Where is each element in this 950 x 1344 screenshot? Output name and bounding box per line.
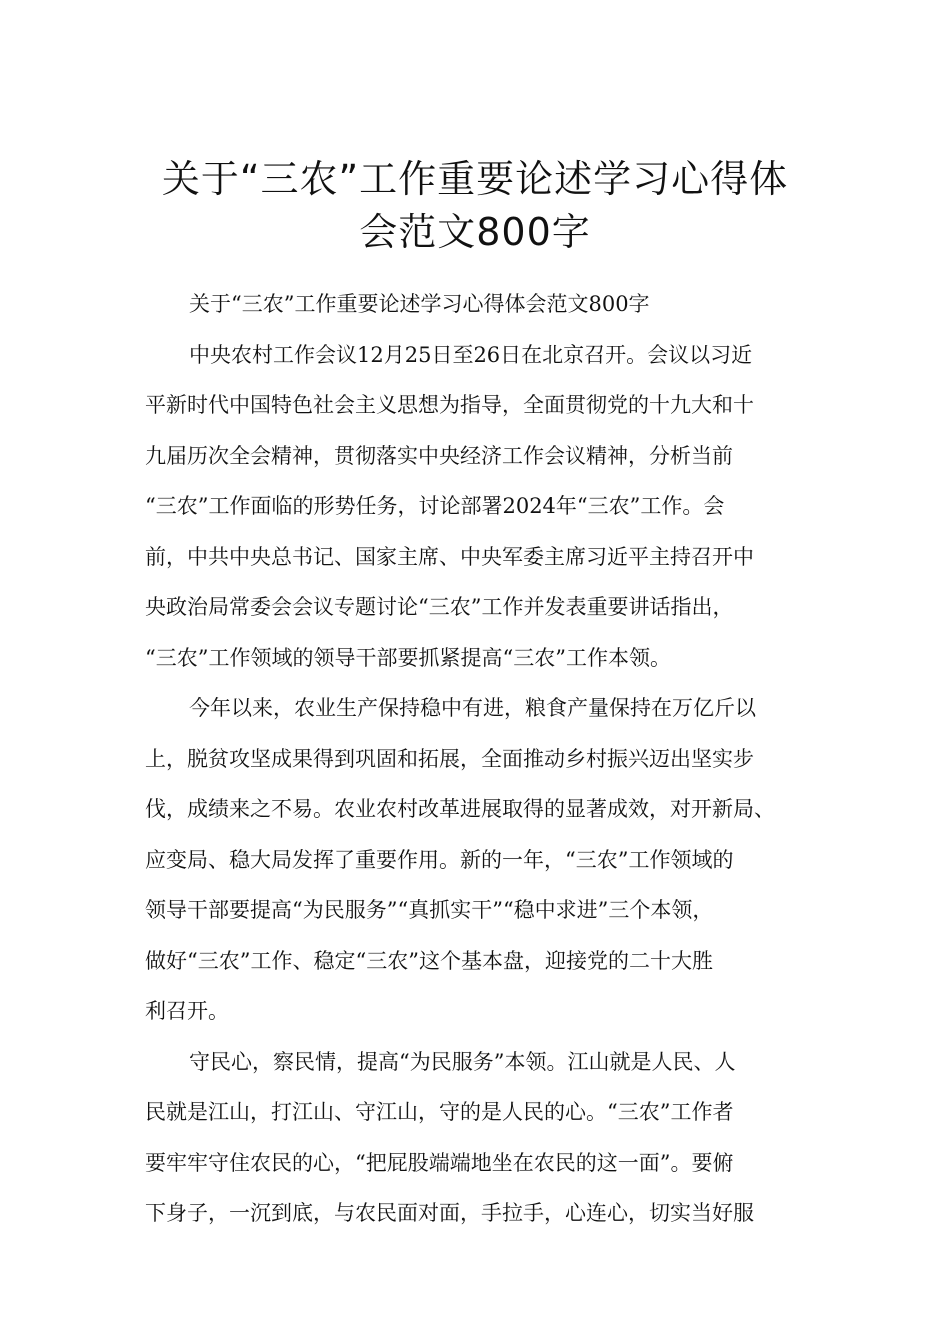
- paragraph-1: [145, 279, 827, 330]
- paragraph-line: 央政治局常委会会议专题讨论“三农”工作并发表重要讲话指出，: [145, 595, 734, 619]
- title-line-2: 会范文800字: [359, 210, 591, 255]
- paragraph-line: 要牢牢守住农民的心，“把屁股端端地坐在农民的这一面”。要俯: [145, 1150, 734, 1175]
- paragraph-line: 伐，成绩来之不易。农业农村改革进展取得的显著成效，对开新局、: [145, 797, 775, 821]
- paragraph-line: 九届历次全会精神，贯彻落实中央经济工作会议精神，分析当前: [145, 443, 733, 468]
- paragraph-line: 领导干部要提高“为民服务”“真抓实干”“稳中求进”三个本领，: [145, 898, 714, 922]
- paragraph-line: 应变局、稳大局发挥了重要作用。新的一年，“三农”工作领域的: [145, 847, 734, 872]
- paragraph-3: [145, 683, 827, 1037]
- paragraph-line: 关于“三农”工作重要论述学习心得体会范文800字: [189, 292, 650, 316]
- paragraph-line: “三农”工作面临的形势任务，讨论部署2024年“三农”工作。会: [145, 494, 725, 518]
- paragraph-4: [145, 1037, 827, 1239]
- paragraph-line: 中央农村工作会议12月25日至26日在北京召开。会议以习近: [189, 342, 753, 367]
- paragraph-line: 做好“三农”工作、稳定“三农”这个基本盘，迎接党的二十大胜: [145, 948, 713, 973]
- title-line-1: 关于“三农”工作重要论述学习心得体: [161, 157, 789, 202]
- paragraph-line: “三农”工作领域的领导干部要抓紧提高“三农”工作本领。: [145, 645, 671, 670]
- document-body: [145, 279, 827, 1239]
- paragraph-line: 利召开。: [145, 999, 229, 1023]
- document-title: [100, 153, 850, 259]
- paragraph-line: 前，中共中央总书记、国家主席、中央军委主席习近平主持召开中: [145, 544, 754, 569]
- paragraph-line: 今年以来，农业生产保持稳中有进，粮食产量保持在万亿斤以: [189, 696, 756, 720]
- paragraph-line: 民就是江山，打江山、守江山，守的是人民的心。“三农”工作者: [145, 1100, 734, 1124]
- paragraph-line: 守民心，察民情，提高“为民服务”本领。江山就是人民、人: [189, 1049, 736, 1074]
- paragraph-line: 下身子，一沉到底，与农民面对面，手拉手，心连心，切实当好服: [145, 1201, 754, 1225]
- paragraph-2: [145, 330, 827, 684]
- paragraph-line: 上，脱贫攻坚成果得到巩固和拓展，全面推动乡村振兴迈出坚实步: [145, 746, 754, 771]
- paragraph-line: 平新时代中国特色社会主义思想为指导，全面贯彻党的十九大和十: [145, 393, 754, 417]
